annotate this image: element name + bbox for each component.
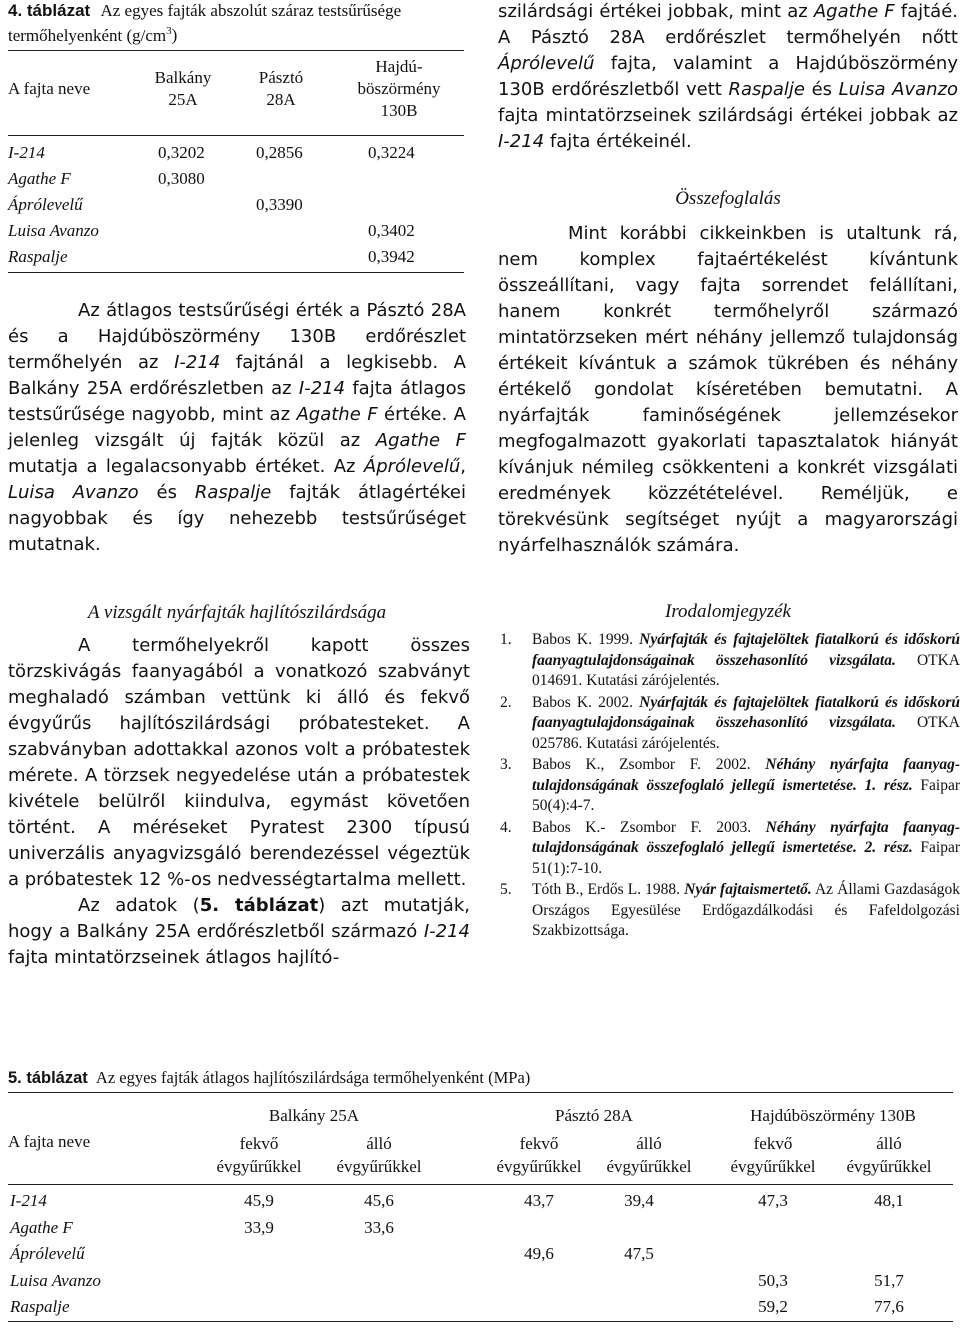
reference-author: Babos K., Zsombor F. 2002. [532,756,766,773]
reference-rest: Az Állami Gazdaságok Országos Egyesülése Erdőgazdálkodási és Fafeldolgozási Szakbizottsága. [532,881,960,939]
table4-cell-hajdu: 0,3224 [368,143,415,162]
table5-caption [8,1068,530,1088]
reference-rest: Faipar 51(1):7-10. [532,839,960,877]
table4-cell-name: Luisa Avanzo [8,221,99,240]
table5-bottom-rule [8,1321,953,1322]
reference-rest: Faipar 50(4):4-7. [532,776,960,814]
table5-title: Az egyes fajták átlagos hajlítószilárdsága termőhelyenként (MPa) [95,1068,531,1087]
table5-sub-fekvo-2: fekvő évgyűrűkkel [496,1134,582,1176]
table4-header-hajdu: Hajdú- böszörmény 130B [357,57,441,120]
table4-title-end: ) [171,25,178,45]
reference-title: Néhány nyárfajta faanyag-tulajdonságának összefoglaló jellegű ismertetése. 2. rész. [532,818,960,856]
table5-top-rule [8,1092,953,1093]
reference-item [498,818,960,880]
table5-header-rule [8,1184,953,1185]
table4-bottom-rule [8,272,464,273]
table5-header-name: A fajta neve [8,1132,91,1151]
reference-title: Nyárfajták és fajtajelöltek fiatalkorú és időskorú faanyagtulajdonságainak összehasonlító vizsgálata. [532,631,960,669]
reference-item [498,880,960,942]
table5-cell-hajdu-fekvo: 47,3 [758,1191,788,1210]
reference-n: 1. [500,631,512,648]
reference-item [498,630,960,692]
table5-cell-balkany-fekvo: 33,9 [244,1217,274,1237]
table4-cell-hajdu: 0,3402 [368,221,415,240]
table5-cell-name: I-214 [10,1191,47,1210]
right-paragraph-1: szilárdsági értékei jobbak, mint az Agathe F fajtáé. A Pásztó 28A erdőrészlet termőhelyén nőtt Áprólevelű fajta, valamint a Hajdúböszörmény 130B erdőrészletből vett Raspalje és Luisa Avanzo fajta mintatörzseinek szilárdsági értékei jobbak az I-214 fajta értékeinél. [498,1,959,152]
reference-author: Tóth B., Erdős L. 1988. [532,881,685,898]
table5-number: 5. táblázat [8,1069,88,1087]
table4-header-balkany: Balkány 25A [154,68,212,109]
table4-number: 4. táblázat [8,1,91,20]
table5-cell-name: Agathe F [10,1217,73,1237]
table5-header-hajdu: Hajdúböszörmény 130B [750,1106,916,1125]
table5-cell-paszto-fekvo: 43,7 [524,1191,554,1210]
summary-paragraph: Mint korábbi cikkeinkben is utaltunk rá, nem komplex fajtaértékelést kívántunk összeállítani, vagy fajta sorrendet felállítani, hanem konkrét termőhelyről származó mintatörzseken mért néhány jellemző tulajdonság értékeit kívántuk a számok tükrében és néhány értékelő gondolat kíséretében bemutatni. A nyárfajták faminőségének jellemzésekor megfogalmazott gyakorlati tapasztalatok hiányát kívánjuk némileg csökkenteni a konkrét vizsgálati eredmények közzétételével. Reméljük, e törekvésünk segítséget nyújt a magyarországi nyárfelhasználók számára. [498,223,958,556]
table5-sub-allo-3: álló évgyűrűkkel [846,1134,932,1176]
table4-row [8,218,464,244]
table4-cell-balkany: 0,3080 [158,169,205,188]
table5 [8,1092,953,1322]
table4-row [8,192,464,218]
table4-cell-name: Raspalje [8,247,68,266]
table4-row [8,140,464,166]
table5-cell-hajdu-fekvo: 59,2 [758,1297,788,1316]
table4-cell-paszto: 0,2856 [256,143,303,162]
table5-cell-name: Áprólevelű [10,1244,85,1263]
table5-cell-name: Raspalje [10,1297,70,1316]
reference-n: 2. [500,693,512,711]
table5-cell-hajdu-fekvo: 50,3 [758,1270,788,1290]
table4-header-paszto: Pásztó 28A [258,68,304,109]
reference-author: Babos K. 1999. [532,631,640,648]
section-heading-summary: Összefoglalás [675,188,781,209]
table4-cell-name: I-214 [8,143,45,162]
section-heading-references: Irodalomjegyzék [665,601,791,622]
table4-header [8,51,464,135]
reference-title: Nyár fajtaismertető. [684,881,812,898]
table4-title: Az egyes fajták abszolút száraz testsűrűsége termőhelyenként (g/cm [8,1,402,45]
reference-author: Babos K.- Zsombor F. 2003. [532,818,766,836]
table4-caption [8,0,478,46]
section-heading-bending-strength: A vizsgált nyárfajták hajlítószilárdsága [87,602,387,623]
table5-cell-paszto-fekvo: 49,6 [524,1244,554,1263]
reference-item [498,755,960,817]
table5-header-paszto: Pásztó 28A [555,1106,633,1125]
table4 [8,50,464,273]
table4-cell-name: Áprólevelű [8,195,83,214]
reference-author: Babos K. 2002. [532,693,640,711]
table4-title-sup: 3 [166,25,172,37]
table4-cell-name: Agathe F [8,169,71,188]
table4-cell-paszto: 0,3390 [256,195,303,214]
table5-sub-fekvo-1: fekvő évgyűrűkkel [216,1134,302,1176]
reference-rest: OTKA 014691. Kutatási zárójelentés. [532,651,960,689]
table5-header-balkany: Balkány 25A [268,1106,360,1125]
table5-cell-hajdu-allo: 77,6 [874,1297,904,1316]
table4-header-name: A fajta neve [8,79,91,98]
table4-row [8,166,464,192]
left-paragraph-1: Az átlagos testsűrűségi érték a Pásztó 28A és a Hajdúböszörmény 130B erdőrészlet termőhelyén az I-214 fajtánál a legkisebb. A Balkány 25A erdőrészletben az I-214 fajta átlagos testsűrűsége nagyobb, mint az Agathe F értéke. A jelenleg vizsgált új fajták közül az Agathe F mutatja a legalacsonyabb értéket. Az Áprólevelű, Luisa Avanzo és Raspalje fajták átlagértékei nagyobbak és így nehezebb testsűrűséget mutatnak. [8,300,466,555]
table5-cell-balkany-fekvo: 45,9 [244,1191,274,1210]
table5-cell-paszto-allo: 39,4 [624,1191,654,1210]
table4-cell-balkany: 0,3202 [158,143,205,162]
reference-n: 3. [500,756,512,773]
table4-row [8,244,464,270]
table4-body [8,140,464,270]
table5-sub-allo-2: álló évgyűrűkkel [606,1134,692,1176]
reference-item [498,693,960,755]
table5-cell-balkany-allo: 45,6 [364,1191,394,1210]
table5-cell-hajdu-allo: 48,1 [874,1191,904,1210]
table5-sub-fekvo-3: fekvő évgyűrűkkel [730,1134,816,1176]
reference-list [498,630,960,943]
reference-title: Nyárfajták és fajtajelöltek fiatalkorú és időskorú faanyagtulajdonságainak összehasonlító vizsgálata. [532,693,960,731]
table5-cell-paszto-allo: 47,5 [624,1244,654,1263]
table5-sub-allo-1: álló évgyűrűkkel [336,1134,422,1176]
reference-n: 4. [500,818,512,836]
reference-rest: OTKA 025786. Kutatási zárójelentés. [532,714,960,752]
table4-cell-hajdu: 0,3942 [368,247,415,266]
table5-cell-name: Luisa Avanzo [10,1270,101,1290]
left-paragraph-2: A termőhelyekről kapott összes törzskivágás faanyagából a vonatkozó szabványt meghaladó számban vettünk ki álló és fekvő évgyűrűs hajlítószilárdsági próbatesteket. A szabványban adottakkal azonos volt a próbatestek mérete. A törzsek negyedelése után a próbatestek kivétele belülről kiindulva, egymást követően történt. A méréseket Pyratest 2300 típusú univerzális anyagvizsgáló berendezéssel végeztük a próbatestek 12 %-os nedvességtartalma mellett. Az adatok (5. táblázat) azt mutatják, hogy a Balkány 25A erdőrészletből származó I-214 fajta mintatörzseinek átlagos hajlító- [8,635,470,968]
table5-cell-balkany-allo: 33,6 [364,1217,394,1237]
reference-title: Néhány nyárfajta faanyag-tulajdonságának összefoglaló jellegű ismertetése. 1. rész. [532,756,960,794]
reference-n: 5. [500,881,512,898]
table5-cell-hajdu-allo: 51,7 [874,1270,904,1290]
